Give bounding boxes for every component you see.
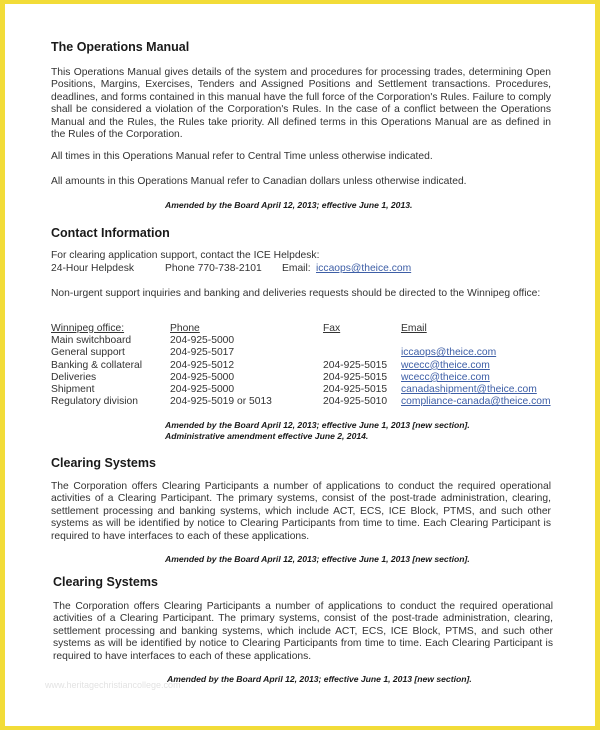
- watermark: www.heritagechristiancollege.com: [45, 680, 181, 690]
- email-link[interactable]: iccaops@theice.com: [401, 347, 497, 359]
- table-cell: 204-925-5012: [170, 359, 235, 371]
- section-title-operations-manual: The Operations Manual: [51, 40, 190, 54]
- table-cell: Banking & collateral: [51, 359, 143, 371]
- table-cell: General support: [51, 347, 125, 359]
- email-link[interactable]: wcecc@theice.com: [401, 359, 490, 371]
- winnipeg-contact-table: [51, 323, 571, 408]
- amendment-note: Amended by the Board April 12, 2013; effective June 1, 2013.: [165, 200, 413, 210]
- table-cell: 204-925-5000: [170, 371, 235, 383]
- helpdesk-email-link[interactable]: iccaops@theice.com: [316, 263, 412, 274]
- table-row: [51, 347, 571, 359]
- canadian-dollars-paragraph: All amounts in this Operations Manual refer to Canadian dollars unless otherwise indicated.: [51, 176, 467, 187]
- section-title-clearing-systems: Clearing Systems: [53, 575, 158, 589]
- helpdesk-label: 24-Hour Helpdesk: [51, 263, 134, 274]
- table-cell: 204-925-5000: [170, 335, 235, 347]
- central-time-paragraph: All times in this Operations Manual refer to Central Time unless otherwise indicated.: [51, 151, 433, 162]
- administrative-amendment-note: Administrative amendment effective June 2, 2014.: [165, 431, 369, 441]
- table-row: [51, 384, 571, 396]
- table-header: Phone: [170, 323, 200, 334]
- table-header-row: [51, 323, 571, 335]
- section-title-clearing-systems: Clearing Systems: [51, 456, 156, 470]
- table-header: Fax: [323, 323, 341, 334]
- nonurgent-paragraph: Non-urgent support inquiries and banking and deliveries requests should be directed to the Winnipeg office:: [51, 288, 541, 299]
- support-intro: For clearing application support, contact the ICE Helpdesk:: [51, 250, 320, 261]
- table-cell: Shipment: [51, 383, 95, 395]
- helpdesk-email-label: Email:: [282, 263, 311, 274]
- document-page: [5, 4, 595, 726]
- table-cell: Main switchboard: [51, 335, 132, 347]
- table-cell: 204-925-5019 or 5013: [170, 396, 272, 408]
- table-row: [51, 335, 571, 347]
- table-cell: 204-925-5017: [170, 347, 235, 359]
- amendment-note: Amended by the Board April 12, 2013; effective June 1, 2013 [new section].: [167, 674, 472, 684]
- table-header: Email: [401, 323, 427, 334]
- clearing-systems-paragraph: The Corporation offers Clearing Participants a number of applications to conduct the required operational activities of a Clearing Participant. The primary systems, consist of the post-trade administration, clearing, settlement processing and banking systems, which include ACT, ECS, ICE Block, PTMS, and such other systems as will be identified by notice to Clearing Participants from time to time. Each Clearing Participant is required to have interfaces to each of these applications.: [51, 481, 551, 542]
- table-cell: 204-925-5015: [323, 359, 388, 371]
- table-row: [51, 360, 571, 372]
- email-link[interactable]: compliance-canada@theice.com: [401, 396, 551, 408]
- clearing-systems-paragraph: The Corporation offers Clearing Participants a number of applications to conduct the required operational activities of a Clearing Participant. The primary systems, consist of the post-trade administration, clearing, settlement processing and banking systems, which include ACT, ECS, ICE Block, PTMS, and such other systems as will be identified by notice to Clearing Participants from time to time. Each Clearing Participant is required to have interfaces to each of these applications.: [53, 601, 553, 662]
- table-row: [51, 372, 571, 384]
- amendment-note: Amended by the Board April 12, 2013; effective June 1, 2013 [new section].: [165, 554, 470, 564]
- operations-manual-paragraph: This Operations Manual gives details of the system and procedures for processing trades, determining Open Positions, Margins, Exercises, Tenders and Assigned Positions and Settlement transactions. Procedures, deadlines, and forms contained in this manual have the full force of the Corporation's Rules. Failure to comply shall be considered a violation of the Corporation's Rules. In the case of a conflict between the Operations Manual and the Rules, the Rules take priority. All defined terms in this Operations Manual are as defined in the Rules of the Corporation.: [51, 67, 551, 141]
- table-cell: Deliveries: [51, 371, 97, 383]
- email-link[interactable]: wcecc@theice.com: [401, 371, 490, 383]
- table-header: Winnipeg office:: [51, 323, 125, 334]
- helpdesk-phone: Phone 770-738-2101: [165, 263, 262, 274]
- table-cell: 204-925-5015: [323, 383, 388, 395]
- email-link[interactable]: canadashipment@theice.com: [401, 383, 537, 395]
- table-cell: 204-925-5010: [323, 396, 388, 408]
- table-cell: Regulatory division: [51, 396, 138, 408]
- table-row: [51, 396, 571, 408]
- table-cell: 204-925-5015: [323, 371, 388, 383]
- table-cell: 204-925-5000: [170, 383, 235, 395]
- section-title-contact-information: Contact Information: [51, 226, 170, 240]
- amendment-note: Amended by the Board April 12, 2013; effective June 1, 2013 [new section].: [165, 420, 470, 430]
